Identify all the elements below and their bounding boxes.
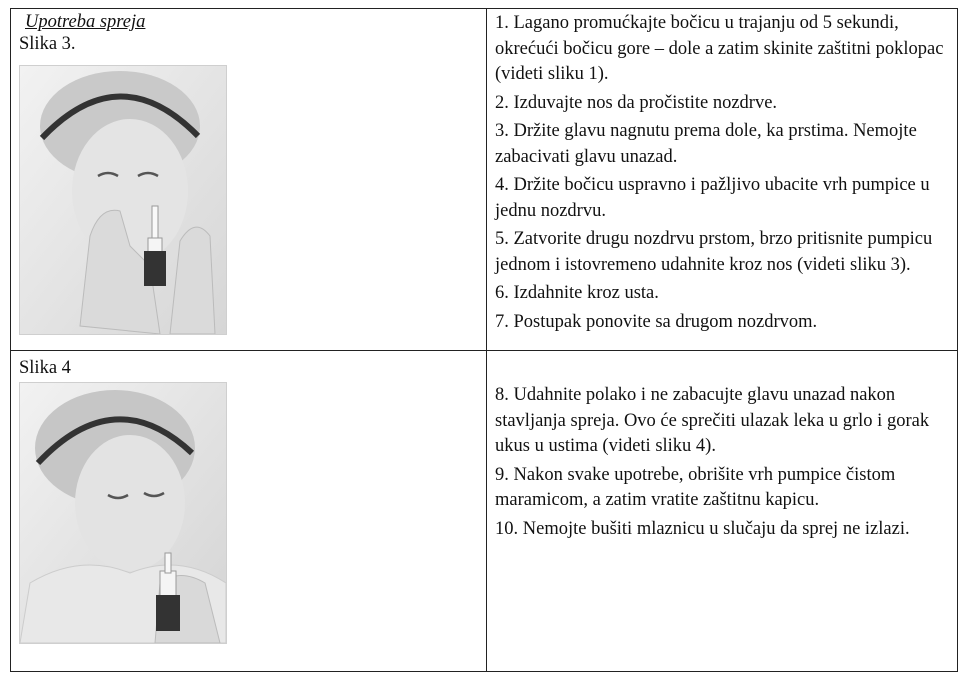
- step-7: 7. Postupak ponovite sa drugom nozdrvom.: [495, 311, 818, 332]
- step-2: 2. Izduvajte nos da pročistite nozdrve.: [495, 92, 778, 113]
- section-title: Upotreba spreja: [25, 12, 146, 32]
- steps-list-1: [495, 11, 964, 338]
- step-4: 4. Držite bočicu uspravno i pažljivo ubacite vrh pumpice u jednu nozdrvu.: [495, 175, 930, 221]
- column-divider: [486, 9, 487, 671]
- step-8: 8. Udahnite polako i ne zabacujte glavu unazad nakon stavljanja spreja. Ovo će sprečiti ulazak leka u grlo i gorak ukus u ustima (videti sliku 4).: [495, 385, 930, 456]
- row-divider: [11, 350, 957, 351]
- steps-list-2: [495, 383, 964, 545]
- step-10: 10. Nemojte bušiti mlaznicu u slučaju da sprej ne izlazi.: [495, 518, 910, 539]
- step-5: 5. Zatvorite drugu nozdrvu prstom, brzo pritisnite pumpicu jednom i istovremeno udahnite kroz nos (videti sliku 3).: [495, 229, 933, 275]
- row2-left-cell: [19, 357, 71, 379]
- step-6: 6. Izdahnite kroz usta.: [495, 283, 659, 303]
- step-3: 3. Držite glavu nagnutu prema dole, ka prstima. Nemojte zabacivati glavu unazad.: [495, 121, 917, 167]
- step-1: 1. Lagano promućkajte bočicu u trajanju od 5 sekundi, okrećući bočicu gore – dole a zatim skinite zaštitni poklopac (videti sliku 1).: [495, 13, 944, 84]
- photo-nasal-spray-use: [19, 65, 227, 335]
- figure-label-3: Slika 3.: [19, 34, 76, 54]
- instruction-table: [10, 8, 958, 672]
- step-9: 9. Nakon svake upotrebe, obrišite vrh pumpice čistom maramicom, a zatim vratite zaštitnu kapicu.: [495, 464, 896, 510]
- figure-label-4: Slika 4: [19, 358, 71, 378]
- photo-after-spray: [19, 382, 227, 644]
- row1-left-cell: [19, 11, 145, 55]
